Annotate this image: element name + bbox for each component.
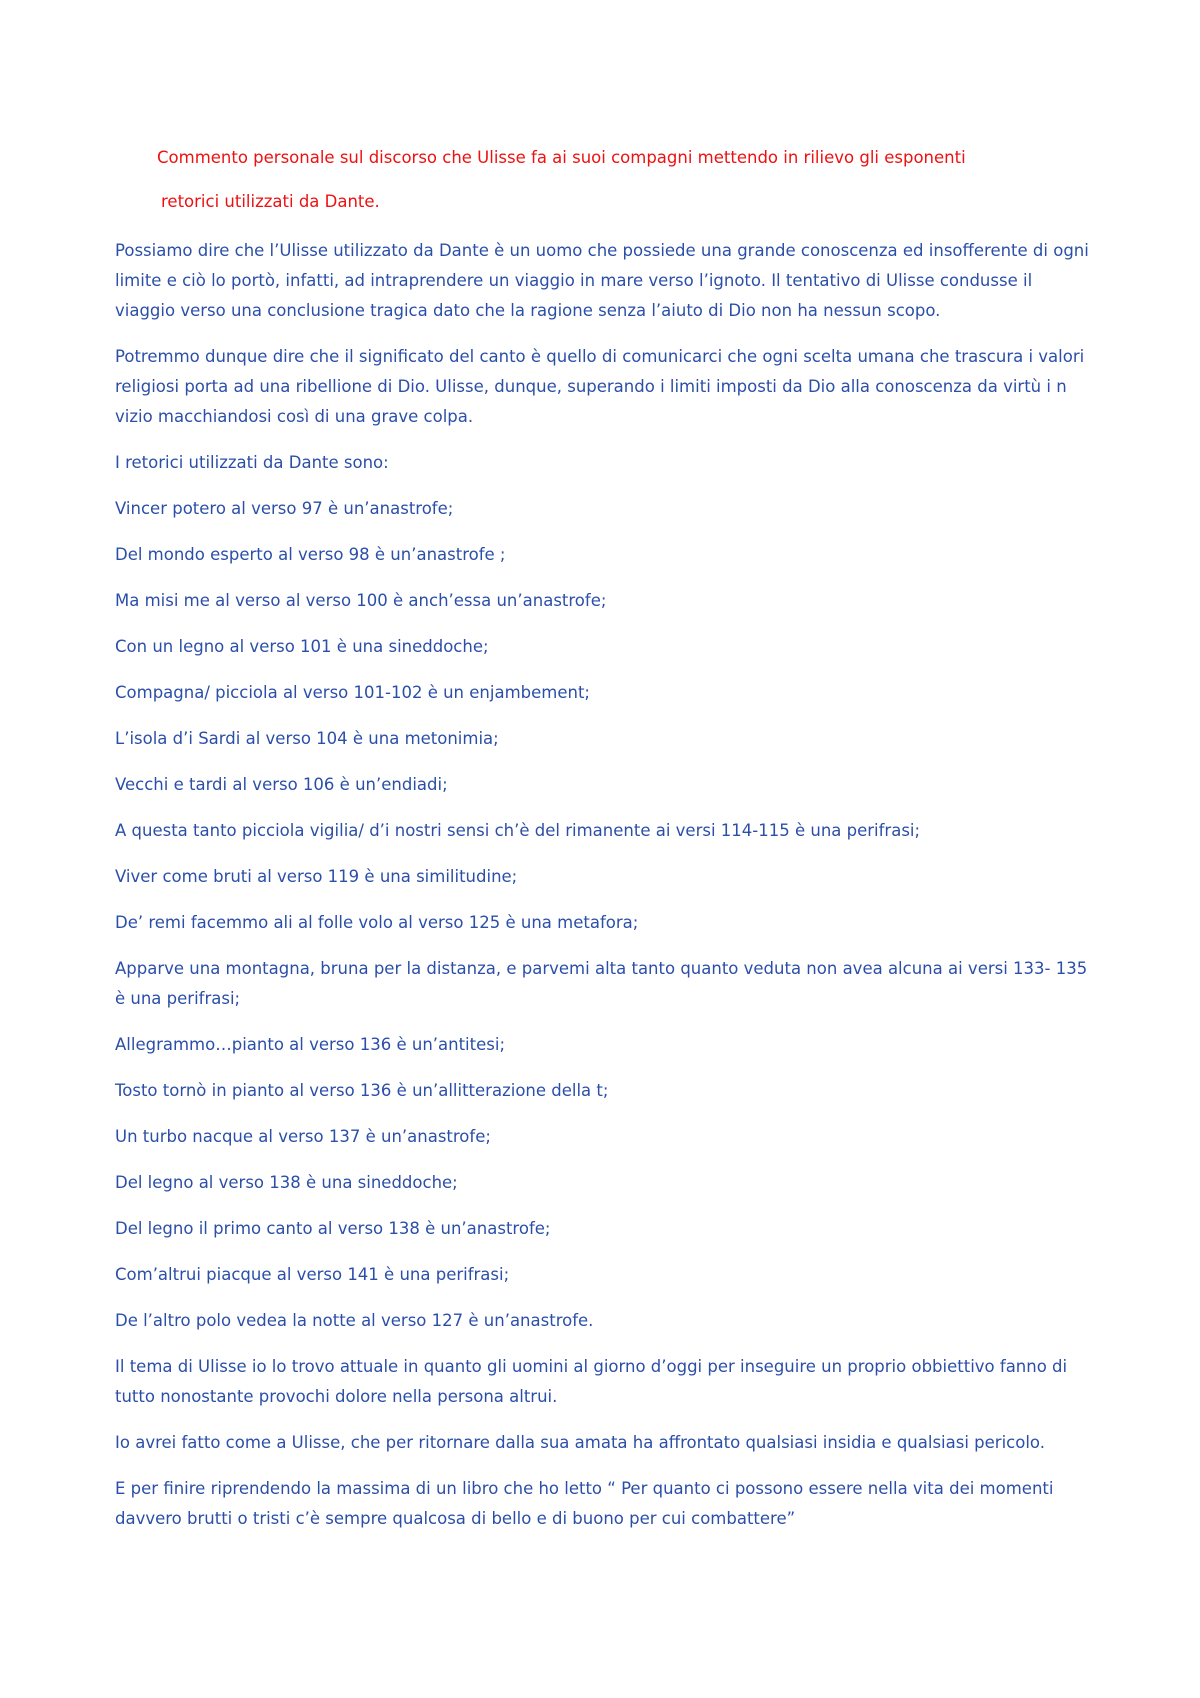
document-title-line-1: Commento personale sul discorso che Ulisse fa ai suoi compagni mettendo in rilievo gli esponenti	[157, 148, 966, 167]
document-title-line-2: retorici utilizzati da Dante.	[161, 192, 380, 211]
document-body	[115, 236, 1095, 1550]
rhetoric-item: A questa tanto picciola vigilia/ d’i nostri sensi ch’è del rimanente ai versi 114-115 è una perifrasi;	[115, 821, 921, 840]
paragraph-rhetoric-heading: I retorici utilizzati da Dante sono:	[115, 453, 389, 472]
rhetoric-item: Un turbo nacque al verso 137 è un’anastrofe;	[115, 1127, 491, 1146]
paragraph-meaning: Potremmo dunque dire che il significato del canto è quello di comunicarci che ogni scelta umana che trascura i valori religiosi porta ad una ribellione di Dio. Ulisse, dunque, superando i limiti imposti da Dio alla conoscenza da virtù i n vizio macchiandosi così di una grave colpa.	[115, 347, 1085, 426]
rhetoric-item: Ma misi me al verso al verso 100 è anch’essa un’anastrofe;	[115, 591, 607, 610]
rhetoric-item: Apparve una montagna, bruna per la distanza, e parvemi alta tanto quanto veduta non avea alcuna ai versi 133- 135 è una perifrasi;	[115, 959, 1088, 1008]
paragraph-opinion: Io avrei fatto come a Ulisse, che per ritornare dalla sua amata ha affrontato qualsiasi insidia e qualsiasi pericolo.	[115, 1433, 1045, 1452]
rhetoric-item: Compagna/ picciola al verso 101-102 è un enjambement;	[115, 683, 590, 702]
paragraph-intro: Possiamo dire che l’Ulisse utilizzato da Dante è un uomo che possiede una grande conoscenza ed insofferente di ogni limite e ciò lo portò, infatti, ad intraprendere un viaggio in mare verso l’ignoto. Il tentativo di Ulisse condusse il viaggio verso una conclusione tragica dato che la ragione senza l’aiuto di Dio non ha nessun scopo.	[115, 241, 1089, 320]
paragraph-theme: Il tema di Ulisse io lo trovo attuale in quanto gli uomini al giorno d’oggi per inseguire un proprio obbiettivo fanno di tutto nonostante provochi dolore nella persona altrui.	[115, 1357, 1068, 1406]
rhetoric-item: De’ remi facemmo ali al folle volo al verso 125 è una metafora;	[115, 913, 639, 932]
rhetoric-item: L’isola d’i Sardi al verso 104 è una metonimia;	[115, 729, 499, 748]
paragraph-conclusion: E per finire riprendendo la massima di un libro che ho letto “ Per quanto ci possono essere nella vita dei momenti davvero brutti o tristi c’è sempre qualcosa di bello e di buono per cui combattere”	[115, 1479, 1054, 1528]
rhetoric-item: Vincer potero al verso 97 è un’anastrofe;	[115, 499, 454, 518]
rhetoric-item: De l’altro polo vedea la notte al verso 127 è un’anastrofe.	[115, 1311, 594, 1330]
rhetoric-item: Del legno il primo canto al verso 138 è un’anastrofe;	[115, 1219, 551, 1238]
rhetoric-item: Del legno al verso 138 è una sineddoche;	[115, 1173, 458, 1192]
rhetoric-item: Allegrammo…pianto al verso 136 è un’antitesi;	[115, 1035, 506, 1054]
rhetoric-item: Con un legno al verso 101 è una sineddoche;	[115, 637, 489, 656]
rhetoric-item: Com’altrui piacque al verso 141 è una perifrasi;	[115, 1265, 510, 1284]
rhetoric-item: Tosto tornò in pianto al verso 136 è un’allitterazione della t;	[115, 1081, 609, 1100]
rhetoric-item: Del mondo esperto al verso 98 è un’anastrofe ;	[115, 545, 506, 564]
rhetoric-item: Vecchi e tardi al verso 106 è un’endiadi;	[115, 775, 448, 794]
rhetoric-item: Viver come bruti al verso 119 è una similitudine;	[115, 867, 518, 886]
